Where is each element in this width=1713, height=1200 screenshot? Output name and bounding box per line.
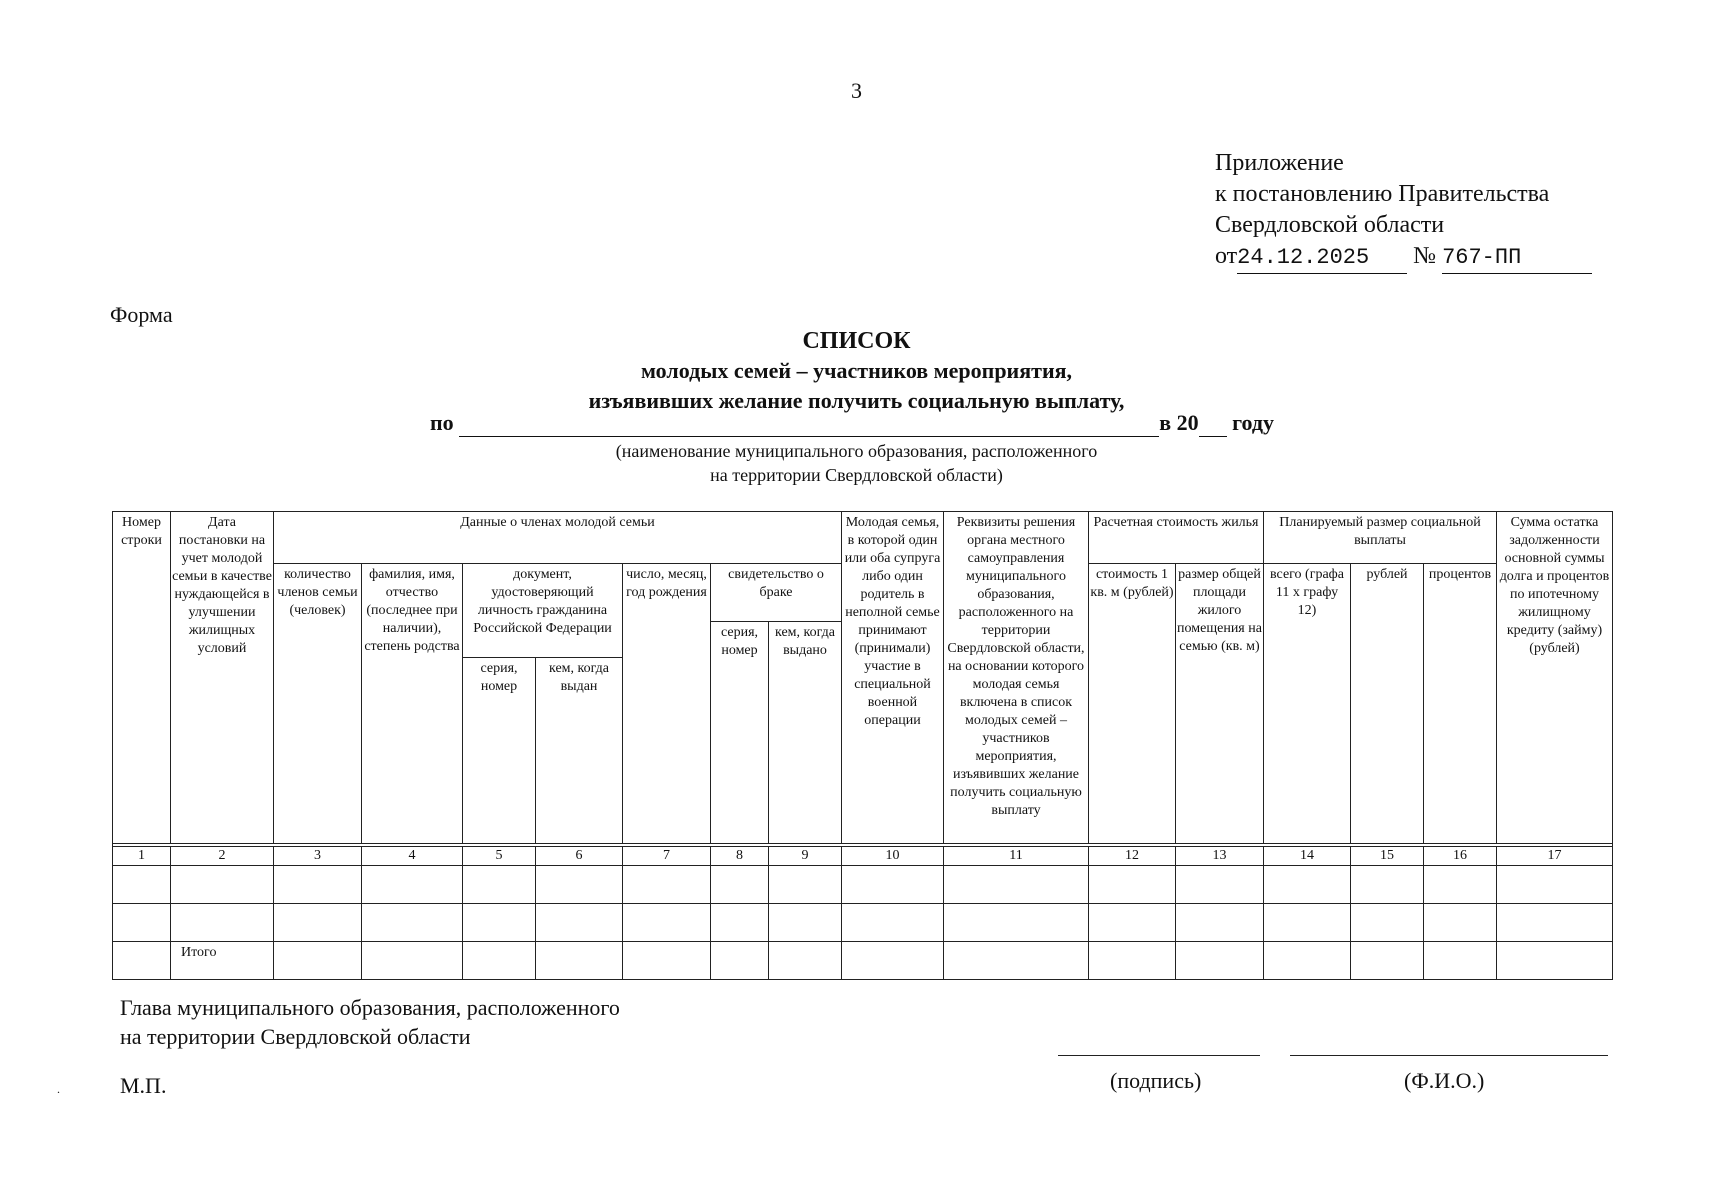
column-number: 9	[769, 847, 842, 866]
name-line	[1290, 1055, 1608, 1056]
decree-date: 24.12.2025	[1237, 242, 1407, 274]
stray-dot: .	[57, 1082, 60, 1096]
caption-line-2: на территории Свердловской области)	[710, 465, 1003, 485]
header-rubles: рублей	[1351, 564, 1424, 844]
column-number: 8	[711, 847, 769, 866]
number-label: №	[1413, 243, 1437, 269]
total-label: Итого	[171, 942, 274, 980]
column-number: 10	[842, 847, 944, 866]
header-decision-details: Реквизиты решения органа местного самоуправления муниципального образования, расположенного на территории Свердловской области, на основании которого молодая семья включена в список молодых семей – участников мероприятия, изъявивших желание получить социальную выплату	[944, 512, 1089, 844]
column-number: 6	[536, 847, 623, 866]
header-row-number: Номер строки	[113, 512, 171, 844]
header-planned-payment: Планируемый размер социальной выплаты	[1264, 512, 1497, 564]
column-number: 11	[944, 847, 1089, 866]
signature-line	[1058, 1055, 1260, 1056]
year-blank	[1199, 410, 1227, 437]
total-row	[113, 942, 1613, 980]
header-family-data: Данные о членах молодой семьи	[274, 512, 842, 564]
appendix-date-line	[1215, 241, 1592, 274]
period-line	[430, 410, 1274, 437]
column-number: 13	[1176, 847, 1264, 866]
column-number: 5	[463, 847, 536, 866]
header-marriage-issued: кем, когда выдано	[769, 622, 842, 844]
header-housing-cost: Расчетная стоимость жилья	[1089, 512, 1264, 564]
head-line-2: на территории Свердловской области	[120, 1024, 471, 1049]
municipality-caption	[0, 439, 1713, 487]
document-title	[0, 326, 1713, 416]
column-number: 12	[1089, 847, 1176, 866]
head-of-municipality	[120, 993, 620, 1051]
column-number: 17	[1497, 847, 1613, 866]
caption-line-1: (наименование муниципального образования, расположенного	[615, 441, 1098, 461]
decree-number: 767-ПП	[1442, 242, 1592, 274]
stamp-place: М.П.	[120, 1073, 167, 1098]
header-marriage-series: серия, номер	[711, 622, 769, 844]
header-full-name: фамилия, имя, отчество (последнее при наличии), степень родства	[362, 564, 463, 844]
column-number: 3	[274, 847, 362, 866]
header-doc-issued: кем, когда выдан	[536, 658, 623, 844]
page-number: 3	[851, 78, 862, 103]
appendix-block	[1215, 148, 1592, 274]
from-label: от	[1215, 243, 1238, 269]
header-cost-per-sqm: стоимость 1 кв. м (рублей)	[1089, 564, 1176, 844]
header-registration-date: Дата постановки на учет молодой семьи в качестве нуждающейся в улучшении жилищных условий	[171, 512, 274, 844]
column-number: 1	[113, 847, 171, 866]
appendix-decree: к постановлению Правительства	[1215, 181, 1550, 207]
name-caption: (Ф.И.О.)	[1404, 1068, 1485, 1093]
title-main: СПИСОК	[802, 328, 911, 354]
signature-caption: (подпись)	[1110, 1068, 1202, 1093]
column-numbers-row	[113, 847, 1613, 866]
table-row	[113, 904, 1613, 942]
po-label: по	[430, 410, 454, 435]
header-total: всего (графа 11 х графу 12)	[1264, 564, 1351, 844]
header-floor-area: размер общей площади жилого помещения на семью (кв. м)	[1176, 564, 1264, 844]
header-identity-document: документ, удостоверяющий личность гражданина Российской Федерации	[463, 564, 623, 658]
header-birth-date: число, месяц, год рождения	[623, 564, 711, 844]
header-doc-series: серия, номер	[463, 658, 536, 844]
title-line-3: изъявивших желание получить социальную выплату,	[588, 388, 1125, 413]
header-debt-remainder: Сумма остатка задолженности основной суммы долга и процентов по ипотечному жилищному кредиту (займу) (рублей)	[1497, 512, 1613, 844]
column-number: 7	[623, 847, 711, 866]
municipality-blank	[459, 410, 1159, 437]
form-label: Форма	[110, 302, 173, 327]
header-marriage-certificate: свидетельство о браке	[711, 564, 842, 622]
header-svo-participation: Молодая семья, в которой один или оба супруга либо один родитель в неполной семье принимают (принимали) участие в специальной военной операции	[842, 512, 944, 844]
header-percent: процентов	[1424, 564, 1497, 844]
column-number: 2	[171, 847, 274, 866]
column-number: 16	[1424, 847, 1497, 866]
head-line-1: Глава муниципального образования, расположенного	[120, 995, 620, 1020]
appendix-region: Свердловской области	[1215, 212, 1445, 238]
appendix-title: Приложение	[1215, 150, 1344, 176]
column-number: 14	[1264, 847, 1351, 866]
column-number: 4	[362, 847, 463, 866]
column-number: 15	[1351, 847, 1424, 866]
header-member-count: количество членов семьи (человек)	[274, 564, 362, 844]
year-prefix: в 20	[1159, 410, 1199, 435]
title-line-2: молодых семей – участников мероприятия,	[640, 358, 1073, 383]
year-suffix: году	[1232, 410, 1275, 435]
families-table	[112, 511, 1613, 980]
table-row	[113, 866, 1613, 904]
